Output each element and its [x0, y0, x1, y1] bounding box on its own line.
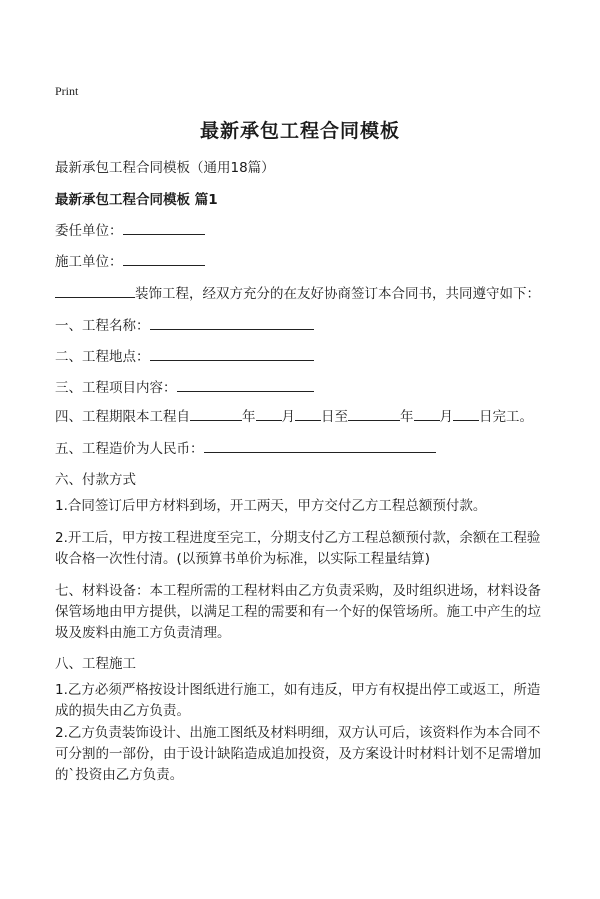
item6-heading: 六、付款方式	[55, 472, 136, 488]
end-month-blank	[414, 406, 440, 421]
start-year-label: 年	[242, 409, 256, 425]
end-year-label: 年	[400, 409, 414, 425]
day-to-label: 日至	[321, 409, 348, 425]
construction-clause-2: 2.乙方负责装饰设计、出施工图纸及材料明细，双方认可后，该资料作为本合同不可分割的一部份，由于设计缺陷造成追加投资，及方案设计时材料计划不足需增加的`投资由乙方负责。	[55, 725, 541, 783]
item2-label: 二、工程地点：	[55, 349, 150, 365]
payment-clause-2: 2.开工后，甲方按工程进度至完工，分期支付乙方工程总额预付款，余额在工程验收合格一次性付清。(以预算书单价为标准，以实际工程量结算)	[55, 530, 541, 567]
item1-label: 一、工程名称：	[55, 318, 150, 334]
item3-label: 三、工程项目内容：	[55, 380, 177, 396]
document-subtitle: 最新承包工程合同模板（通用18篇）	[55, 160, 275, 176]
end-year-blank	[348, 406, 400, 421]
item3-field	[55, 376, 314, 396]
client-blank	[123, 220, 205, 235]
materials-clause: 七、材料设备：本工程所需的工程材料由乙方负责采购，及时组织进场，材料设备保管场地由甲方提供，以满足工程的需要和有一个好的保管场所。施工中产生的垃圾及废料由施工方负责清理。	[55, 583, 541, 641]
contractor-blank	[123, 251, 205, 266]
end-day-blank	[453, 406, 479, 421]
contractor-field	[55, 250, 205, 270]
item5-label: 五、工程造价为人民币：	[55, 441, 204, 457]
item3-blank	[177, 377, 314, 392]
item2-field	[55, 345, 314, 365]
item2-blank	[150, 346, 314, 361]
client-field	[55, 219, 205, 239]
start-month-label: 月	[281, 409, 295, 425]
construction-clause-1: 1.乙方必须严格按设计图纸进行施工，如有违反，甲方有权提出停工或返工，所造成的损失由乙方负责。	[55, 682, 541, 719]
end-month-label: 月	[439, 409, 453, 425]
item4-field	[55, 405, 533, 425]
print-label: Print	[55, 84, 79, 98]
contractor-label: 施工单位：	[55, 254, 123, 270]
intro-line	[55, 282, 540, 302]
payment-clause-1: 1.合同签订后甲方材料到场，开工两天，甲方交付乙方工程总额预付款。	[55, 498, 487, 514]
item5-field	[55, 437, 436, 457]
item4-prefix: 四、工程期限本工程自	[55, 409, 190, 425]
client-label: 委任单位：	[55, 223, 123, 239]
item5-blank	[204, 438, 436, 453]
project-blank	[55, 283, 135, 298]
item8-heading: 八、工程施工	[55, 656, 136, 672]
start-month-blank	[256, 406, 282, 421]
item1-field	[55, 314, 314, 334]
intro-text: 装饰工程，经双方充分的在友好协商签订本合同书，共同遵守如下：	[135, 286, 540, 302]
start-year-blank	[190, 406, 242, 421]
start-day-blank	[295, 406, 321, 421]
item1-blank	[150, 315, 314, 330]
document-title: 最新承包工程合同模板	[199, 120, 400, 142]
day-done-label: 日完工。	[479, 409, 533, 425]
section-heading: 最新承包工程合同模板 篇1	[55, 192, 218, 208]
